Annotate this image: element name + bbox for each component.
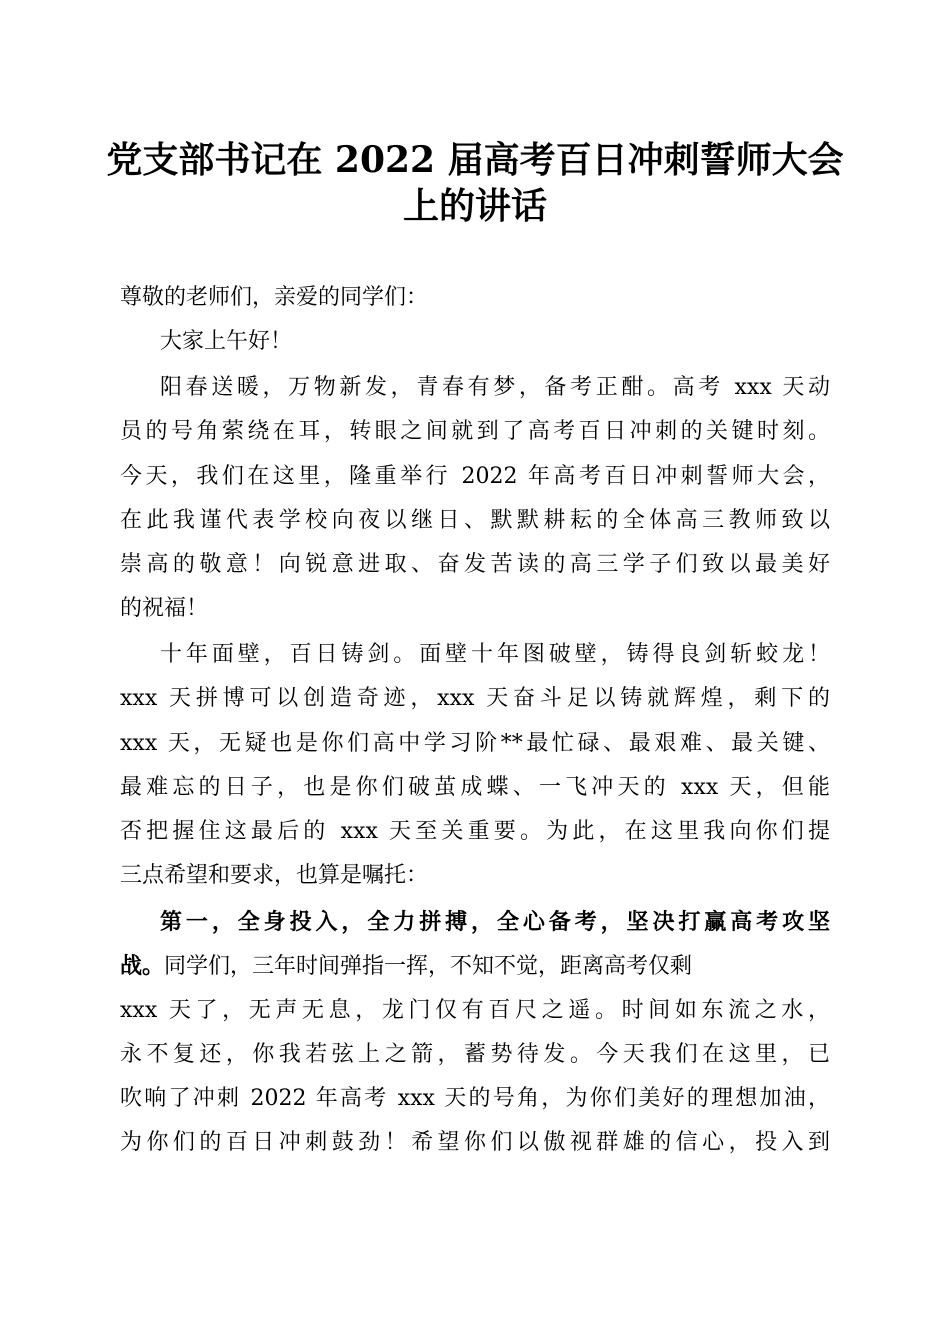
para3-heading: 第一，全身投入，全力拼搏，全心备考，坚决打赢高考攻坚: [160, 909, 830, 935]
para1-line: 在此我谨代表学校向夜以继日、默默耕耘的全体高三教师致以: [120, 508, 830, 533]
salutation: 尊敬的老师们，亲爱的同学们：: [120, 285, 429, 310]
para2-line: xxx 天拼博可以创造奇迹，xxx 天奋斗足以铸就辉煌，剩下的: [120, 686, 830, 711]
para3-line: 吹响了冲刺 2022 年高考 xxx 天的号角，为你们美好的理想加油，: [120, 1086, 830, 1111]
document-title-line-2: 上的讲话: [402, 185, 547, 227]
para3-line: 永不复还，你我若弦上之箭，蓄势待发。今天我们在这里，已: [120, 1042, 830, 1067]
para1-line: 的祝福！: [120, 596, 209, 621]
para1-line: 崇高的敬意！向锐意进取、奋发苦读的高三学子们致以最美好: [120, 552, 830, 577]
para2-line: 否把握住这最后的 xxx 天至关重要。为此，在这里我向你们提: [120, 819, 830, 844]
para2-line: 最难忘的日子，也是你们破茧成蝶、一飞冲天的 xxx 天，但能: [120, 775, 830, 800]
para3-first-rest: 同学们，三年时间弹指一挥，不知不觉，距离高考仅剩: [164, 954, 693, 979]
para1-line: 员的号角萦绕在耳，转眼之间就到了高考百日冲刺的关键时刻。: [120, 419, 830, 444]
para3-line: 为你们的百日冲刺鼓劲！希望你们以傲视群雄的信心，投入到: [120, 1130, 830, 1155]
para2-line: xxx 天，无疑也是你们高中学习阶**最忙碌、最艰难、最关键、: [120, 731, 830, 756]
para2-line: 十年面壁，百日铸剑。面壁十年图破壁，铸得良剑斩蛟龙！: [160, 642, 830, 667]
para3-line-2: [120, 951, 692, 982]
document-title-line-1: 党支部书记在 2022 届高考百日冲刺誓师大会: [106, 139, 844, 181]
para3-heading-cont: 战。: [120, 953, 165, 979]
para1-line: 阳春送暖，万物新发，青春有梦，备考正酣。高考 xxx 天动: [160, 375, 830, 400]
para1-line: 今天，我们在这里，隆重举行 2022 年高考百日冲刺誓师大会，: [120, 464, 830, 489]
greeting: 大家上午好！: [160, 329, 293, 354]
para3-line: xxx 天了，无声无息，龙门仅有百尺之遥。时间如东流之水，: [120, 998, 830, 1023]
para2-line: 三点希望和要求，也算是嘱托：: [120, 863, 429, 888]
